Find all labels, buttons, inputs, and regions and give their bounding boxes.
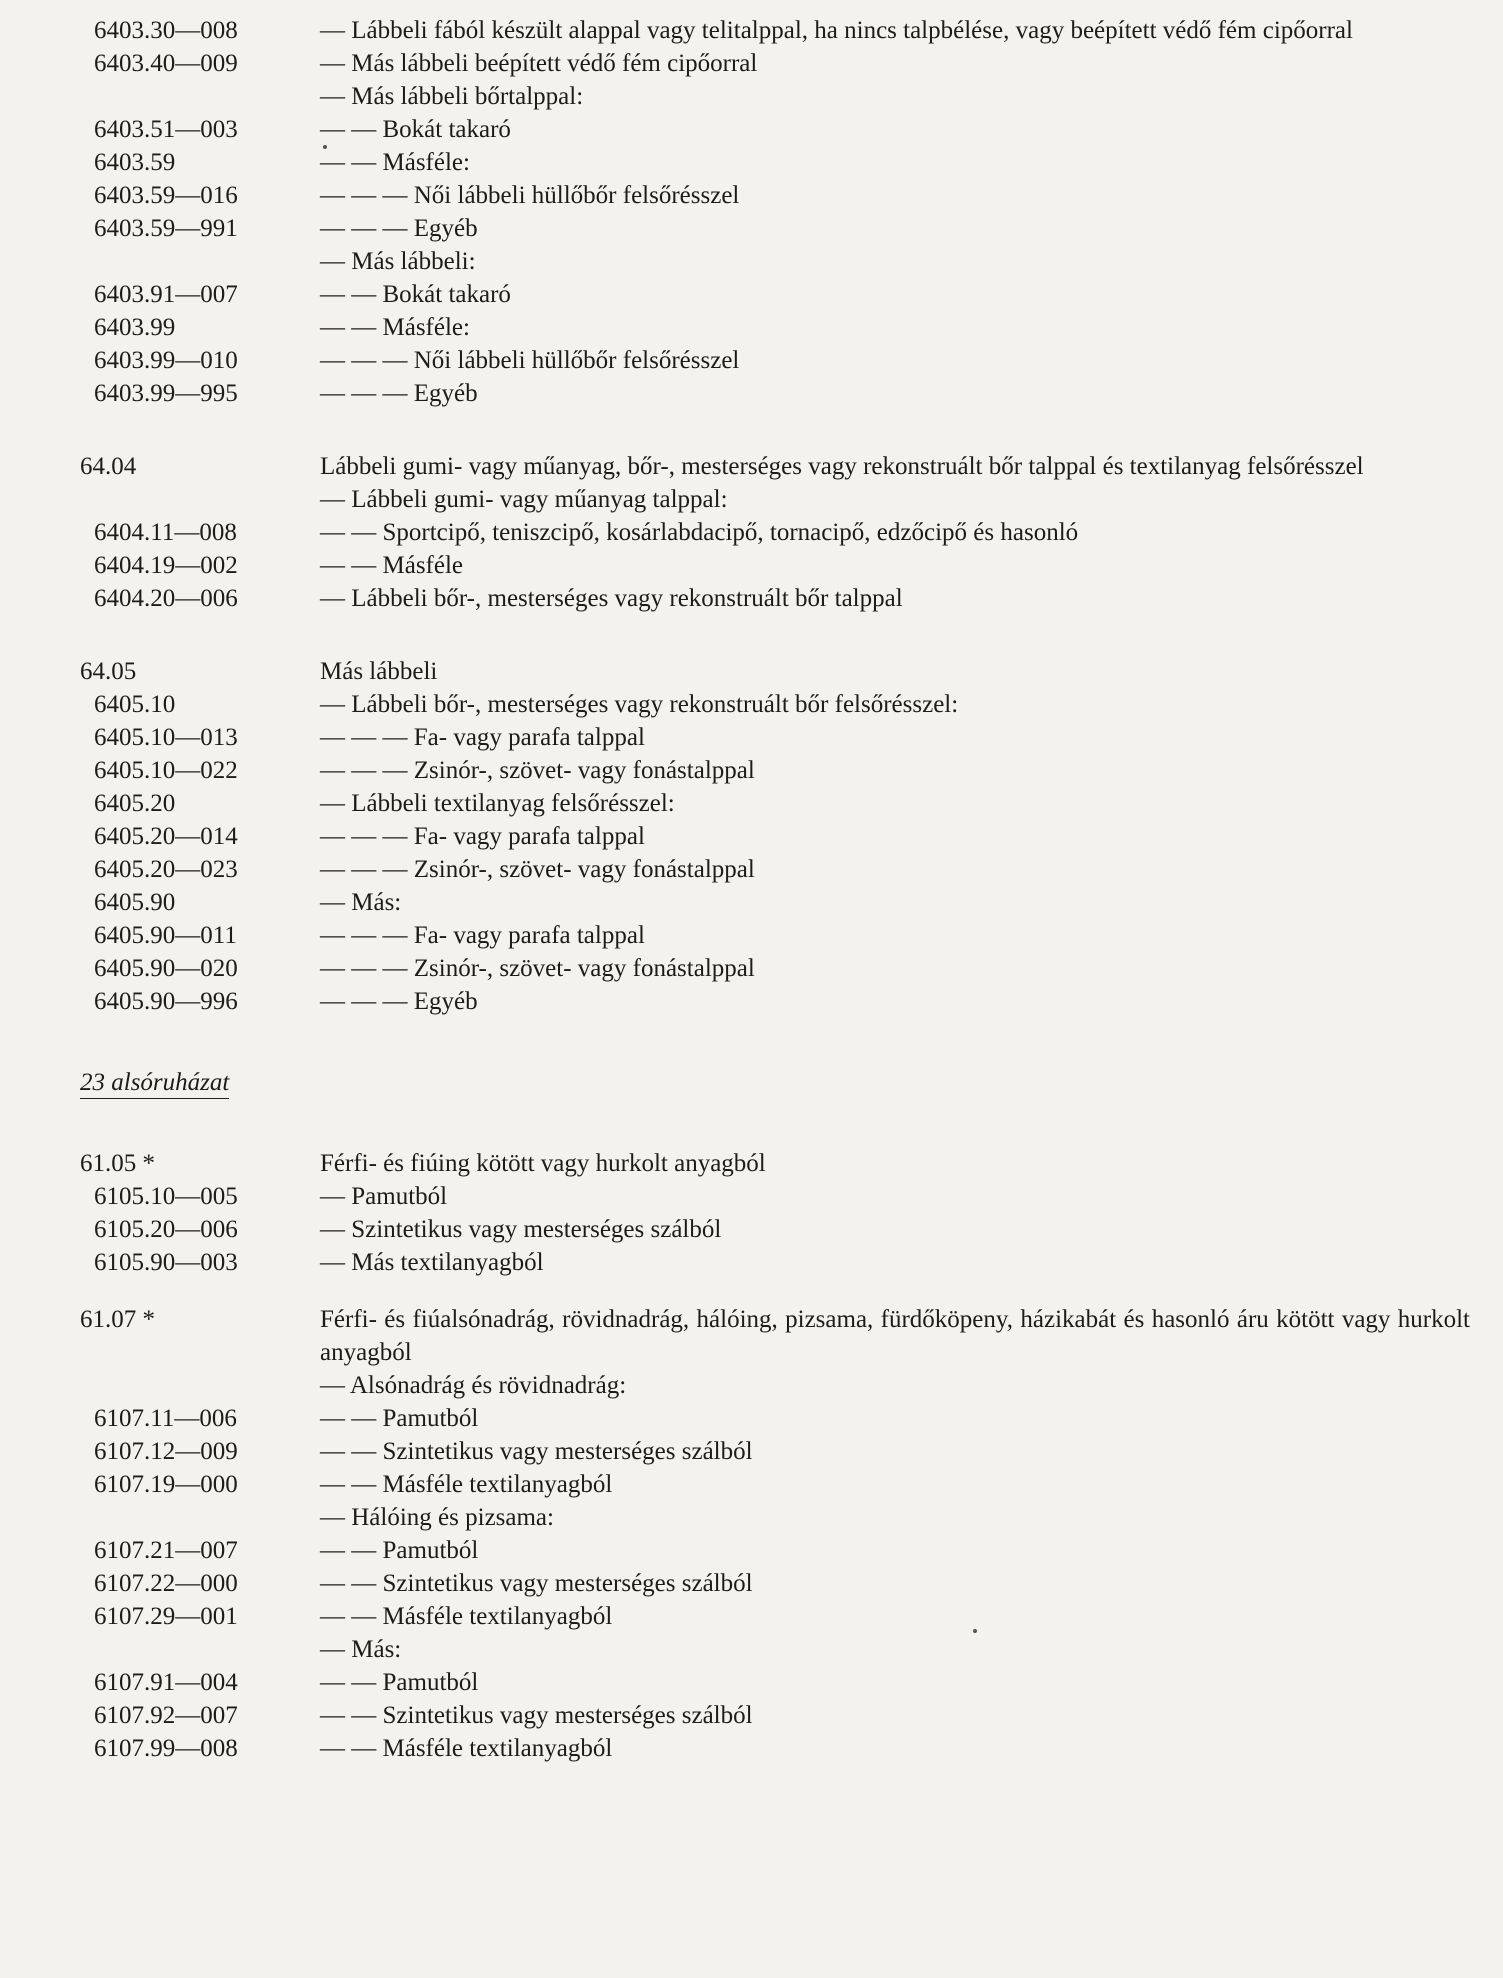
heading-row xyxy=(0,1147,1503,1180)
entry-row xyxy=(0,377,1503,410)
entry-row xyxy=(0,179,1503,212)
entry-description: — — — Egyéb xyxy=(320,215,478,242)
entry-row xyxy=(0,1567,1503,1600)
heading-description: Más lábbeli xyxy=(320,658,438,685)
entry-row xyxy=(0,1468,1503,1501)
entry-code: 6403.51—003 xyxy=(94,116,238,143)
entry-code: 6107.21—007 xyxy=(94,1537,238,1564)
entry-description: — Más lábbeli bőrtalppal: xyxy=(320,83,584,110)
entry-description: — — Másféle textilanyagból xyxy=(320,1471,613,1498)
entry-description: — Lábbeli textilanyag felsőrésszel: xyxy=(320,790,675,817)
heading-code: 64.04 xyxy=(80,453,137,480)
entry-code: 6107.12—009 xyxy=(94,1438,238,1465)
entry-row xyxy=(0,344,1503,377)
entry-code: 6105.10—005 xyxy=(94,1183,238,1210)
entry-code: 6107.92—007 xyxy=(94,1702,238,1729)
entry-row xyxy=(0,919,1503,952)
entry-code: 6405.10—022 xyxy=(94,757,238,784)
entry-code: 6404.20—006 xyxy=(94,585,238,612)
entry-description: — — Bokát takaró xyxy=(320,116,511,143)
heading-description: Lábbeli gumi- vagy műanyag, bőr-, mesterséges vagy rekonstruált bőr talppal és textilanyag felsőrésszel xyxy=(320,453,1364,480)
tariff-table xyxy=(0,14,1503,1765)
entry-row xyxy=(0,14,1503,47)
entry-code: 6405.10—013 xyxy=(94,724,238,751)
print-speck xyxy=(973,1629,977,1633)
entry-description: — Más lábbeli: xyxy=(320,248,476,275)
entry-row xyxy=(0,311,1503,344)
entry-row xyxy=(0,1369,1503,1402)
entry-description: — — Szintetikus vagy mesterséges szálból xyxy=(320,1438,753,1465)
entry-description: — — — Egyéb xyxy=(320,380,478,407)
entry-description: — — Másféle xyxy=(320,552,464,579)
entry-row xyxy=(0,516,1503,549)
entry-row xyxy=(0,1180,1503,1213)
entry-code: 6405.10 xyxy=(94,691,176,718)
entry-description: — — — Egyéb xyxy=(320,988,478,1015)
entry-code: 6107.11—006 xyxy=(94,1405,237,1432)
print-speck xyxy=(323,145,327,149)
entry-row xyxy=(0,278,1503,311)
entry-row xyxy=(0,985,1503,1018)
heading-row xyxy=(0,655,1503,688)
entry-description: — — — Fa- vagy parafa talppal xyxy=(320,922,645,949)
entry-row xyxy=(0,212,1503,245)
entry-code: 6403.59 xyxy=(94,149,176,176)
heading-code: 61.05 * xyxy=(80,1150,155,1177)
heading-description: Férfi- és fiúing kötött vagy hurkolt anyagból xyxy=(320,1150,766,1177)
entry-description: — Lábbeli gumi- vagy műanyag talppal: xyxy=(320,486,728,513)
entry-row xyxy=(0,1501,1503,1534)
entry-row xyxy=(0,853,1503,886)
entry-code: 6405.20—014 xyxy=(94,823,238,850)
heading-row xyxy=(0,1303,1503,1369)
entry-code: 6105.20—006 xyxy=(94,1216,238,1243)
entry-row xyxy=(0,582,1503,615)
entry-row xyxy=(0,80,1503,113)
entry-description: — — Szintetikus vagy mesterséges szálból xyxy=(320,1702,753,1729)
entry-code: 6403.30—008 xyxy=(94,17,238,44)
entry-row xyxy=(0,146,1503,179)
entry-row xyxy=(0,1213,1503,1246)
entry-row xyxy=(0,1246,1503,1279)
entry-code: 6405.20—023 xyxy=(94,856,238,883)
heading-code: 61.07 * xyxy=(80,1306,155,1333)
entry-code: 6405.90—011 xyxy=(94,922,237,949)
entry-row xyxy=(0,1699,1503,1732)
entry-row xyxy=(0,787,1503,820)
entry-code: 6405.90—020 xyxy=(94,955,238,982)
entry-code: 6404.19—002 xyxy=(94,552,238,579)
entry-row xyxy=(0,688,1503,721)
entry-description: — — Pamutból xyxy=(320,1537,479,1564)
entry-description: — — Másféle textilanyagból xyxy=(320,1735,613,1762)
entry-code: 6403.99—010 xyxy=(94,347,238,374)
entry-row xyxy=(0,886,1503,919)
entry-description: — Más textilanyagból xyxy=(320,1249,544,1276)
entry-code: 6405.20 xyxy=(94,790,176,817)
entry-code: 6404.11—008 xyxy=(94,519,237,546)
entry-description: — — Másféle: xyxy=(320,149,470,176)
entry-description: — Más: xyxy=(320,1636,402,1663)
entry-code: 6403.40—009 xyxy=(94,50,238,77)
entry-description: — — — Fa- vagy parafa talppal xyxy=(320,724,645,751)
entry-description: — Pamutból xyxy=(320,1183,448,1210)
entry-code: 6405.90—996 xyxy=(94,988,238,1015)
entry-description: — — Másféle textilanyagból xyxy=(320,1603,613,1630)
entry-code: 6107.22—000 xyxy=(94,1570,238,1597)
entry-description: — — Sportcipő, teniszcipő, kosárlabdacipő, tornacipő, edzőcipő és hasonló xyxy=(320,519,1079,546)
entry-description: — Alsónadrág és rövidnadrág: xyxy=(320,1372,627,1399)
entry-description: — — Bokát takaró xyxy=(320,281,511,308)
entry-row xyxy=(0,754,1503,787)
entry-description: — — — Női lábbeli hüllőbőr felsőrésszel xyxy=(320,182,740,209)
entry-row xyxy=(0,1534,1503,1567)
entry-description: — — Pamutból xyxy=(320,1405,479,1432)
entry-row xyxy=(0,721,1503,754)
section-title-text: 23 alsóruházat xyxy=(80,1069,229,1099)
entry-code: 6403.99—995 xyxy=(94,380,238,407)
entry-description: — — Másféle: xyxy=(320,314,470,341)
entry-description: — Szintetikus vagy mesterséges szálból xyxy=(320,1216,722,1243)
entry-description: — — Pamutból xyxy=(320,1669,479,1696)
entry-description: — — — Zsinór-, szövet- vagy fonástalppal xyxy=(320,856,755,883)
entry-description: — — — Női lábbeli hüllőbőr felsőrésszel xyxy=(320,347,740,374)
entry-code: 6107.19—000 xyxy=(94,1471,238,1498)
entry-row xyxy=(0,1435,1503,1468)
entry-row xyxy=(0,113,1503,146)
entry-description: — — — Zsinór-, szövet- vagy fonástalppal xyxy=(320,757,755,784)
heading-code: 64.05 xyxy=(80,658,137,685)
entry-description: — Lábbeli bőr-, mesterséges vagy rekonstruált bőr felsőrésszel: xyxy=(320,691,959,718)
entry-description: — — Szintetikus vagy mesterséges szálból xyxy=(320,1570,753,1597)
entry-code: 6403.59—991 xyxy=(94,215,238,242)
entry-description: — Más: xyxy=(320,889,402,916)
heading-row xyxy=(0,450,1503,483)
entry-code: 6105.90—003 xyxy=(94,1249,238,1276)
entry-row xyxy=(0,47,1503,80)
entry-description: — — — Fa- vagy parafa talppal xyxy=(320,823,645,850)
heading-description: Férfi- és fiúalsónadrág, rövidnadrág, hálóing, pizsama, fürdőköpeny, házikabát és hasonló áru kötött vagy hurkolt anyagból xyxy=(320,1306,1470,1366)
entry-row xyxy=(0,952,1503,985)
entry-description: — Lábbeli bőr-, mesterséges vagy rekonstruált bőr talppal xyxy=(320,585,903,612)
entry-code: 6107.91—004 xyxy=(94,1669,238,1696)
entry-code: 6403.99 xyxy=(94,314,176,341)
entry-description: — Más lábbeli beépített védő fém cipőorral xyxy=(320,50,758,77)
entry-description: — Lábbeli fából készült alappal vagy telitalppal, ha nincs talpbélése, vagy beépített védő fém cipőorral xyxy=(320,17,1353,44)
entry-code: 6107.29—001 xyxy=(94,1603,238,1630)
entry-row xyxy=(0,1732,1503,1765)
entry-row xyxy=(0,483,1503,516)
entry-row xyxy=(0,1600,1503,1633)
entry-row xyxy=(0,1666,1503,1699)
entry-row xyxy=(0,1633,1503,1666)
entry-row xyxy=(0,820,1503,853)
entry-code: 6405.90 xyxy=(94,889,176,916)
entry-description: — — — Zsinór-, szövet- vagy fonástalppal xyxy=(320,955,755,982)
entry-row xyxy=(0,245,1503,278)
entry-code: 6403.59—016 xyxy=(94,182,238,209)
entry-row xyxy=(0,549,1503,582)
section-title xyxy=(0,1066,1280,1099)
entry-row xyxy=(0,1402,1503,1435)
entry-description: — Hálóing és pizsama: xyxy=(320,1504,554,1531)
entry-code: 6403.91—007 xyxy=(94,281,238,308)
entry-code: 6107.99—008 xyxy=(94,1735,238,1762)
